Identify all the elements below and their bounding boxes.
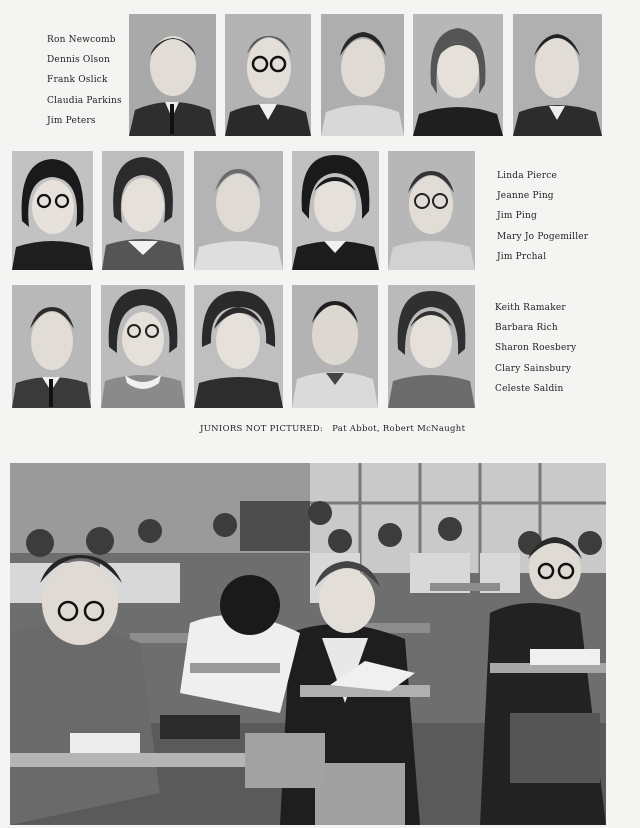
name-frank-oslick: Frank Oslick (47, 75, 108, 86)
portrait-barbara-rich (101, 285, 185, 408)
not-pictured-caption (200, 424, 465, 434)
name-ron-newcomb: Ron Newcomb (47, 35, 116, 45)
middle-row-names (497, 166, 588, 267)
name-claudia-parkins: Claudia Parkins (47, 95, 122, 106)
not-pictured-names: Pat Abbot, Robert McNaught (332, 424, 466, 434)
portrait-jim-ping (194, 151, 283, 270)
not-pictured-label: JUNIORS NOT PICTURED: (200, 424, 324, 434)
name-clary-sainsbury: Clary Sainsbury (495, 363, 572, 374)
name-jim-peters: Jim Peters (47, 115, 96, 126)
name-jeanne-ping: Jeanne Ping (497, 191, 554, 202)
portrait-sharon-roesbery (194, 285, 283, 408)
portrait-mary-jo-pogemiller (292, 151, 379, 270)
portrait-celeste-saldin (388, 285, 475, 408)
portrait-jim-peters (513, 14, 602, 136)
portrait-claudia-parkins (413, 14, 503, 136)
name-jim-ping: Jim Ping (497, 211, 537, 222)
name-sharon-roesbery: Sharon Roesbery (495, 343, 577, 354)
portrait-keith-ramaker (12, 285, 91, 408)
name-linda-pierce: Linda Pierce (497, 171, 557, 181)
portrait-dennis-olson (225, 14, 311, 136)
classroom-photo (10, 463, 606, 825)
top-row-names (47, 30, 122, 131)
portrait-jeanne-ping (102, 151, 184, 270)
portrait-ron-newcomb (129, 14, 216, 136)
portrait-clary-sainsbury (292, 285, 378, 408)
name-barbara-rich: Barbara Rich (495, 323, 558, 334)
name-keith-ramaker: Keith Ramaker (495, 303, 566, 313)
bottom-row-names (495, 298, 576, 399)
name-celeste-saldin: Celeste Saldin (495, 383, 564, 394)
name-mary-jo-pogemiller: Mary Jo Pogemiller (497, 231, 589, 242)
name-jim-prchal: Jim Prchal (497, 251, 547, 262)
portrait-frank-oslick (321, 14, 404, 136)
portrait-linda-pierce (12, 151, 93, 270)
portrait-jim-prchal (388, 151, 475, 270)
name-dennis-olson: Dennis Olson (47, 55, 110, 66)
